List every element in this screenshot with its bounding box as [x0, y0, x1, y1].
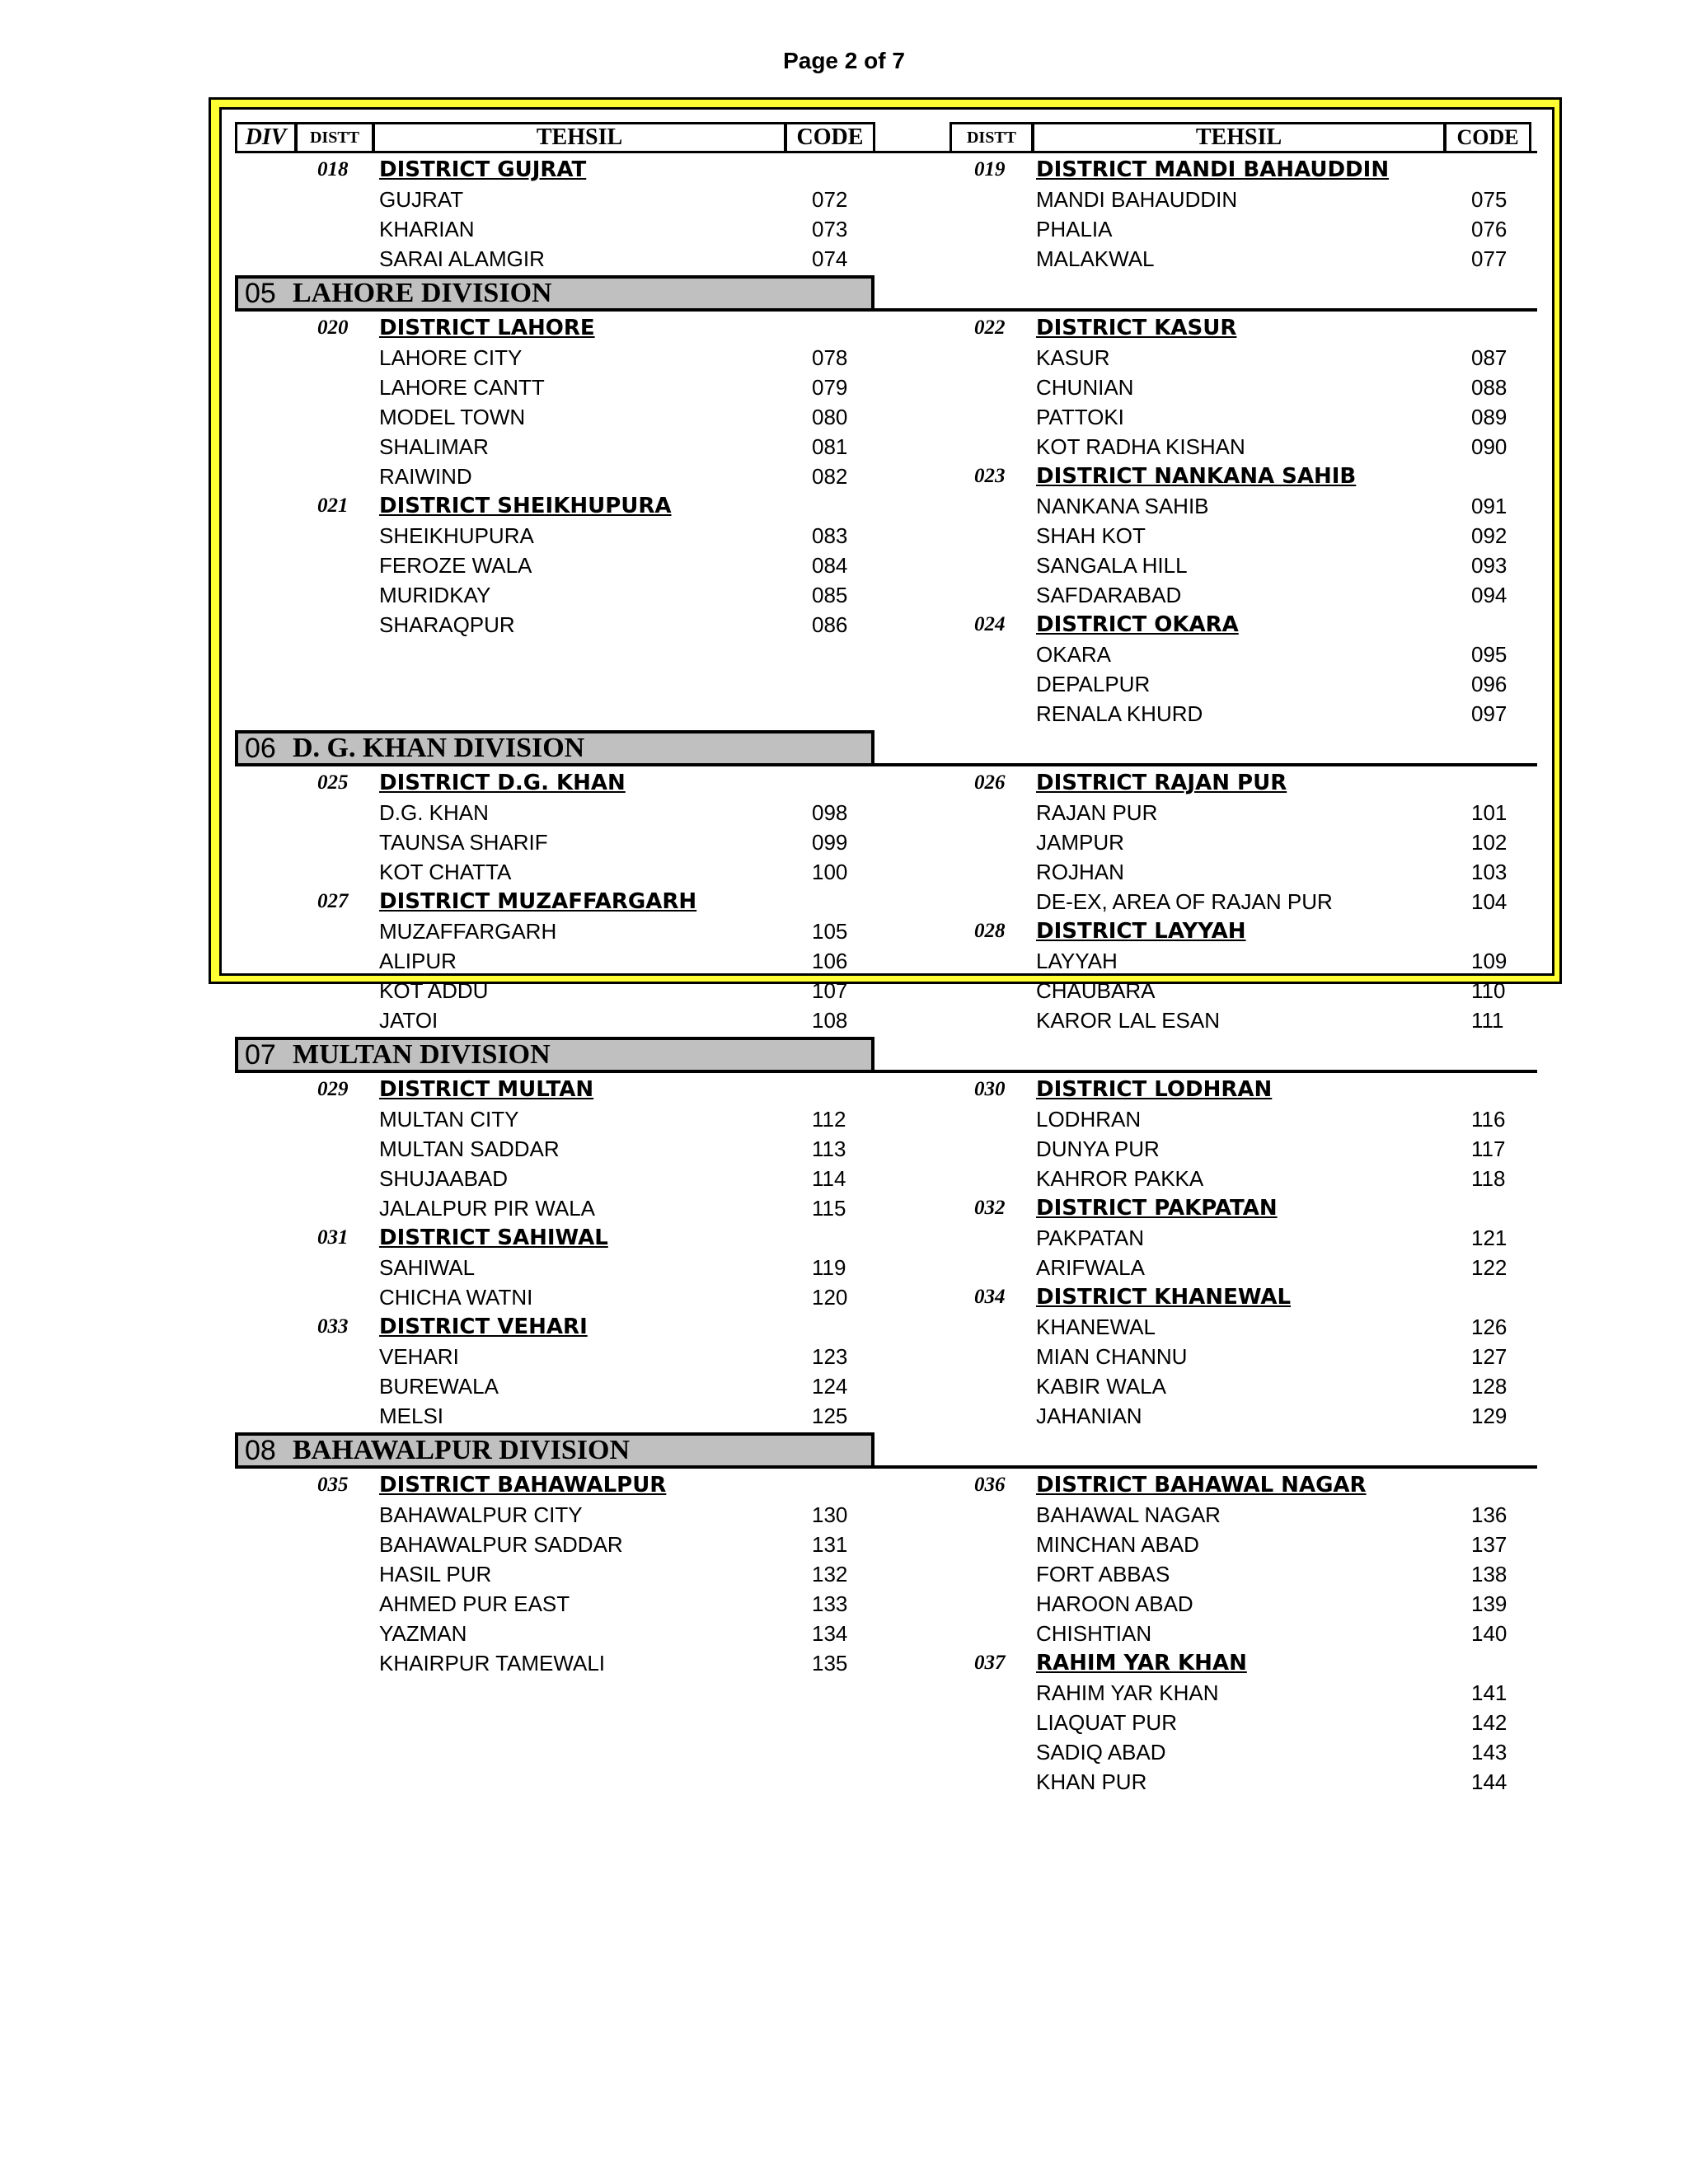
tehsil-code: 078 [812, 345, 848, 370]
table-row [235, 946, 1537, 976]
tehsil-code: 141 [1471, 1680, 1507, 1705]
tehsil-code: 138 [1471, 1562, 1507, 1586]
tehsil-code: 130 [812, 1502, 848, 1527]
table-row [235, 976, 1537, 1005]
tehsil-code: 075 [1471, 187, 1507, 212]
tehsil-name: BAHAWALPUR SADDAR [379, 1532, 623, 1557]
tehsil-code: 077 [1471, 246, 1507, 271]
tehsil-code: 086 [812, 612, 848, 637]
table-row [235, 462, 1537, 491]
district-code: 036 [974, 1474, 1006, 1496]
table-row [235, 1005, 1537, 1035]
district-code: 032 [974, 1197, 1006, 1219]
table-row [235, 551, 1537, 580]
table-row [235, 343, 1537, 373]
tehsil-name: DE-EX, AREA OF RAJAN PUR [1036, 889, 1333, 914]
table-row [235, 1193, 1537, 1223]
tehsil-code: 133 [812, 1591, 848, 1616]
tehsil-name: PHALIA [1036, 217, 1113, 241]
tehsil-name: SHARAQPUR [379, 612, 515, 637]
tehsil-code: 110 [1471, 978, 1506, 1003]
table-row [235, 699, 1537, 729]
district-code: 030 [974, 1078, 1006, 1100]
tehsil-name: ALIPUR [379, 949, 457, 973]
tehsil-name: BUREWALA [379, 1374, 499, 1399]
table-row [235, 432, 1537, 462]
district-code: 022 [974, 316, 1006, 339]
table-row [235, 1401, 1537, 1431]
tehsil-name: MINCHAN ABAD [1036, 1532, 1199, 1557]
tehsil-code: 080 [812, 405, 848, 429]
table-row [235, 1312, 1537, 1342]
table-row [235, 1767, 1537, 1797]
table-row [235, 1253, 1537, 1282]
tehsil-code: 083 [812, 523, 848, 548]
tehsil-name: SADIQ ABAD [1036, 1740, 1166, 1765]
tehsil-code: 096 [1471, 672, 1507, 696]
tehsil-code: 106 [812, 949, 848, 973]
tehsil-name: SAHIWAL [379, 1255, 476, 1280]
tehsil-name: KHAN PUR [1036, 1769, 1147, 1794]
table-row [235, 1530, 1537, 1559]
division-rule [235, 1465, 1537, 1469]
table-row [235, 1589, 1537, 1619]
tehsil-name: RAIWIND [379, 464, 472, 489]
page-number: Page 2 of 7 [783, 48, 905, 73]
district-name: DISTRICT PAKPATAN [1036, 1196, 1278, 1221]
district-name: DISTRICT BAHAWAL NAGAR [1036, 1473, 1367, 1497]
tehsil-name: RENALA KHURD [1036, 701, 1203, 726]
tehsil-code: 123 [812, 1344, 848, 1369]
tehsil-name: MODEL TOWN [379, 405, 526, 429]
district-code: 023 [974, 465, 1006, 487]
tehsil-name: LAHORE CANTT [379, 375, 545, 400]
table-row [235, 1282, 1537, 1312]
tehsil-code: 102 [1471, 830, 1507, 855]
tehsil-code: 089 [1471, 405, 1507, 429]
tehsil-code: 115 [812, 1196, 846, 1221]
district-code: 037 [974, 1652, 1006, 1674]
district-code: 035 [317, 1474, 349, 1496]
tehsil-code: 121 [1471, 1226, 1507, 1250]
district-code: 031 [317, 1226, 349, 1249]
district-table [235, 0, 1537, 2184]
header-tehsil-left: TEHSIL [373, 122, 786, 153]
tehsil-code: 127 [1471, 1344, 1507, 1369]
tehsil-name: KHARIAN [379, 217, 475, 241]
tehsil-code: 114 [812, 1166, 846, 1191]
tehsil-code: 101 [1471, 800, 1507, 825]
tehsil-name: PAKPATAN [1036, 1226, 1144, 1250]
tehsil-name: JATOI [379, 1008, 438, 1033]
division-name: LAHORE DIVISION [293, 278, 552, 308]
tehsil-name: SHUJAABAD [379, 1166, 509, 1191]
district-code: 024 [974, 613, 1006, 635]
division-code: 08 [245, 1434, 276, 1466]
tehsil-name: MIAN CHANNU [1036, 1344, 1188, 1369]
tehsil-code: 122 [1471, 1255, 1507, 1280]
tehsil-code: 128 [1471, 1374, 1507, 1399]
district-name: DISTRICT BAHAWALPUR [379, 1473, 667, 1497]
tehsil-name: FEROZE WALA [379, 553, 532, 578]
tehsil-code: 113 [812, 1137, 846, 1161]
tehsil-name: KASUR [1036, 345, 1110, 370]
tehsil-code: 137 [1471, 1532, 1507, 1557]
tehsil-code: 105 [812, 919, 848, 944]
table-row [235, 1134, 1537, 1164]
tehsil-name: SARAI ALAMGIR [379, 246, 545, 271]
table-row [235, 1678, 1537, 1708]
tehsil-name: DEPALPUR [1036, 672, 1151, 696]
tehsil-code: 112 [812, 1107, 846, 1132]
tehsil-code: 131 [812, 1532, 848, 1557]
tehsil-code: 082 [812, 464, 848, 489]
tehsil-code: 111 [1471, 1008, 1504, 1033]
table-row [235, 214, 1537, 244]
tehsil-code: 118 [1471, 1166, 1506, 1191]
table-row [235, 1708, 1537, 1737]
tehsil-name: PATTOKI [1036, 405, 1124, 429]
tehsil-code: 125 [812, 1404, 848, 1428]
district-name: DISTRICT OKARA [1036, 612, 1239, 637]
table-row [235, 580, 1537, 610]
tehsil-name: SHAH KOT [1036, 523, 1146, 548]
district-name: DISTRICT KASUR [1036, 316, 1237, 340]
division-header [235, 1432, 874, 1469]
tehsil-code: 136 [1471, 1502, 1507, 1527]
tehsil-name: MALAKWAL [1036, 246, 1155, 271]
tehsil-code: 098 [812, 800, 848, 825]
tehsil-name: DUNYA PUR [1036, 1137, 1160, 1161]
tehsil-name: BAHAWALPUR CITY [379, 1502, 583, 1527]
tehsil-code: 073 [812, 217, 848, 241]
table-row [235, 1164, 1537, 1193]
table-row [235, 610, 1537, 640]
tehsil-name: MELSI [379, 1404, 444, 1428]
tehsil-name: JAMPUR [1036, 830, 1124, 855]
tehsil-name: D.G. KHAN [379, 800, 489, 825]
tehsil-code: 090 [1471, 434, 1507, 459]
table-row [235, 1342, 1537, 1371]
table-row [235, 1075, 1537, 1104]
tehsil-code: 139 [1471, 1591, 1507, 1616]
tehsil-code: 099 [812, 830, 848, 855]
district-code: 029 [317, 1078, 349, 1100]
tehsil-name: CHAUBARA [1036, 978, 1156, 1003]
table-row [235, 244, 1537, 274]
tehsil-code: 108 [812, 1008, 848, 1033]
tehsil-name: KOT ADDU [379, 978, 489, 1003]
header-code-left: CODE [785, 122, 875, 153]
header-tehsil-right: TEHSIL [1032, 122, 1446, 153]
district-code: 025 [317, 771, 349, 794]
header-distt-right: DISTT [950, 122, 1034, 153]
table-row [235, 1470, 1537, 1500]
tehsil-name: SAFDARABAD [1036, 583, 1182, 607]
tehsil-name: LODHRAN [1036, 1107, 1142, 1132]
tehsil-name: TAUNSA SHARIF [379, 830, 548, 855]
tehsil-code: 081 [812, 434, 848, 459]
tehsil-name: KHANEWAL [1036, 1315, 1156, 1339]
district-code: 033 [317, 1315, 349, 1338]
tehsil-code: 097 [1471, 701, 1507, 726]
tehsil-name: OKARA [1036, 642, 1112, 667]
district-code: 028 [974, 920, 1006, 942]
tehsil-code: 104 [1471, 889, 1507, 914]
tehsil-name: MULTAN SADDAR [379, 1137, 560, 1161]
tehsil-name: GUJRAT [379, 187, 464, 212]
tehsil-name: ROJHAN [1036, 860, 1124, 884]
district-name: DISTRICT NANKANA SAHIB [1036, 464, 1357, 489]
division-header [235, 1037, 874, 1073]
division-rule [235, 1070, 1537, 1073]
division-rule [235, 763, 1537, 766]
district-code: 019 [974, 158, 1006, 180]
division-name: BAHAWALPUR DIVISION [293, 1435, 631, 1465]
tehsil-code: 095 [1471, 642, 1507, 667]
district-name: DISTRICT MUZAFFARGARH [379, 889, 697, 914]
tehsil-code: 107 [812, 978, 848, 1003]
district-name: DISTRICT MULTAN [379, 1077, 594, 1102]
tehsil-code: 129 [1471, 1404, 1507, 1428]
tehsil-name: HASIL PUR [379, 1562, 492, 1586]
tehsil-code: 087 [1471, 345, 1507, 370]
tehsil-name: MURIDKAY [379, 583, 491, 607]
tehsil-code: 134 [812, 1621, 848, 1646]
tehsil-name: MULTAN CITY [379, 1107, 519, 1132]
table-row [235, 1619, 1537, 1648]
tehsil-name: YAZMAN [379, 1621, 467, 1646]
tehsil-code: 117 [1471, 1137, 1506, 1161]
table-row [235, 669, 1537, 699]
table-row [235, 887, 1537, 916]
table-row [235, 827, 1537, 857]
tehsil-name: KABIR WALA [1036, 1374, 1166, 1399]
table-row [235, 1500, 1537, 1530]
tehsil-name: JAHANIAN [1036, 1404, 1142, 1428]
district-code: 034 [974, 1286, 1006, 1308]
table-row [235, 857, 1537, 887]
division-rule [235, 308, 1537, 312]
division-header [235, 730, 874, 766]
tehsil-code: 124 [812, 1374, 848, 1399]
district-name: DISTRICT LODHRAN [1036, 1077, 1273, 1102]
tehsil-code: 119 [812, 1255, 846, 1280]
tehsil-code: 072 [812, 187, 848, 212]
tehsil-code: 093 [1471, 553, 1507, 578]
tehsil-name: MANDI BAHAUDDIN [1036, 187, 1238, 212]
table-row [235, 1737, 1537, 1767]
table-row [235, 155, 1537, 185]
header-code-right: CODE [1444, 122, 1531, 153]
tehsil-code: 120 [812, 1285, 848, 1310]
table-row [235, 521, 1537, 551]
table-row [235, 1104, 1537, 1134]
table-row [235, 185, 1537, 214]
tehsil-name: FORT ABBAS [1036, 1562, 1170, 1586]
district-name: DISTRICT MANDI BAHAUDDIN [1036, 157, 1390, 182]
tehsil-name: LAYYAH [1036, 949, 1118, 973]
district-name: DISTRICT SAHIWAL [379, 1226, 608, 1250]
district-code: 021 [317, 494, 349, 517]
tehsil-name: KAHROR PAKKA [1036, 1166, 1204, 1191]
tehsil-name: KAROR LAL ESAN [1036, 1008, 1221, 1033]
tehsil-code: 085 [812, 583, 848, 607]
tehsil-name: BAHAWAL NAGAR [1036, 1502, 1221, 1527]
tehsil-code: 144 [1471, 1769, 1507, 1794]
header-distt-left: DISTT [295, 122, 374, 153]
table-row [235, 916, 1537, 946]
tehsil-code: 143 [1471, 1740, 1507, 1765]
tehsil-code: 100 [812, 860, 848, 884]
division-name: D. G. KHAN DIVISION [293, 733, 585, 763]
tehsil-code: 091 [1471, 494, 1507, 518]
tehsil-code: 140 [1471, 1621, 1507, 1646]
tehsil-name: NANKANA SAHIB [1036, 494, 1209, 518]
division-code: 05 [245, 277, 276, 309]
tehsil-code: 142 [1471, 1710, 1507, 1735]
tehsil-name: LIAQUAT PUR [1036, 1710, 1177, 1735]
district-name: DISTRICT D.G. KHAN [379, 771, 626, 795]
district-name: DISTRICT SHEIKHUPURA [379, 494, 672, 518]
tehsil-name: MUZAFFARGARH [379, 919, 557, 944]
tehsil-name: HAROON ABAD [1036, 1591, 1193, 1616]
tehsil-name: SHEIKHUPURA [379, 523, 534, 548]
tehsil-name: KHAIRPUR TAMEWALI [379, 1651, 606, 1675]
table-row [235, 491, 1537, 521]
table-row [235, 313, 1537, 343]
tehsil-code: 132 [812, 1562, 848, 1586]
table-row [235, 1223, 1537, 1253]
table-row [235, 1371, 1537, 1401]
table-row [235, 1648, 1537, 1678]
tehsil-name: AHMED PUR EAST [379, 1591, 570, 1616]
tehsil-code: 103 [1471, 860, 1507, 884]
table-row [235, 1559, 1537, 1589]
tehsil-name: CHISHTIAN [1036, 1621, 1152, 1646]
tehsil-code: 094 [1471, 583, 1507, 607]
district-code: 018 [317, 158, 349, 180]
tehsil-name: CHICHA WATNI [379, 1285, 533, 1310]
tehsil-code: 109 [1471, 949, 1507, 973]
district-name: DISTRICT GUJRAT [379, 157, 587, 182]
tehsil-code: 076 [1471, 217, 1507, 241]
division-header [235, 275, 874, 312]
table-row [235, 640, 1537, 669]
tehsil-name: SANGALA HILL [1036, 553, 1188, 578]
district-code: 027 [317, 890, 349, 912]
tehsil-name: LAHORE CITY [379, 345, 523, 370]
division-code: 06 [245, 732, 276, 764]
district-name: RAHIM YAR KHAN [1036, 1651, 1247, 1675]
tehsil-code: 084 [812, 553, 848, 578]
header-div: DIV [235, 122, 297, 153]
tehsil-name: ARIFWALA [1036, 1255, 1145, 1280]
tehsil-code: 116 [1471, 1107, 1506, 1132]
tehsil-code: 135 [812, 1651, 848, 1675]
tehsil-code: 074 [812, 246, 848, 271]
tehsil-name: VEHARI [379, 1344, 459, 1369]
district-name: DISTRICT VEHARI [379, 1315, 588, 1339]
table-row [235, 768, 1537, 798]
tehsil-name: KOT RADHA KISHAN [1036, 434, 1245, 459]
district-name: DISTRICT KHANEWAL [1036, 1285, 1292, 1310]
division-code: 07 [245, 1038, 276, 1071]
division-name: MULTAN DIVISION [293, 1039, 551, 1070]
tehsil-name: RAHIM YAR KHAN [1036, 1680, 1219, 1705]
district-name: DISTRICT LAYYAH [1036, 919, 1246, 944]
table-row [235, 373, 1537, 402]
tehsil-name: KOT CHATTA [379, 860, 512, 884]
table-row [235, 402, 1537, 432]
tehsil-code: 088 [1471, 375, 1507, 400]
tehsil-name: CHUNIAN [1036, 375, 1134, 400]
tehsil-name: JALALPUR PIR WALA [379, 1196, 596, 1221]
tehsil-code: 079 [812, 375, 848, 400]
tehsil-code: 092 [1471, 523, 1507, 548]
district-code: 026 [974, 771, 1006, 794]
tehsil-name: RAJAN PUR [1036, 800, 1158, 825]
district-name: DISTRICT LAHORE [379, 316, 595, 340]
tehsil-code: 126 [1471, 1315, 1507, 1339]
district-code: 020 [317, 316, 349, 339]
district-name: DISTRICT RAJAN PUR [1036, 771, 1287, 795]
table-row [235, 798, 1537, 827]
tehsil-name: SHALIMAR [379, 434, 489, 459]
